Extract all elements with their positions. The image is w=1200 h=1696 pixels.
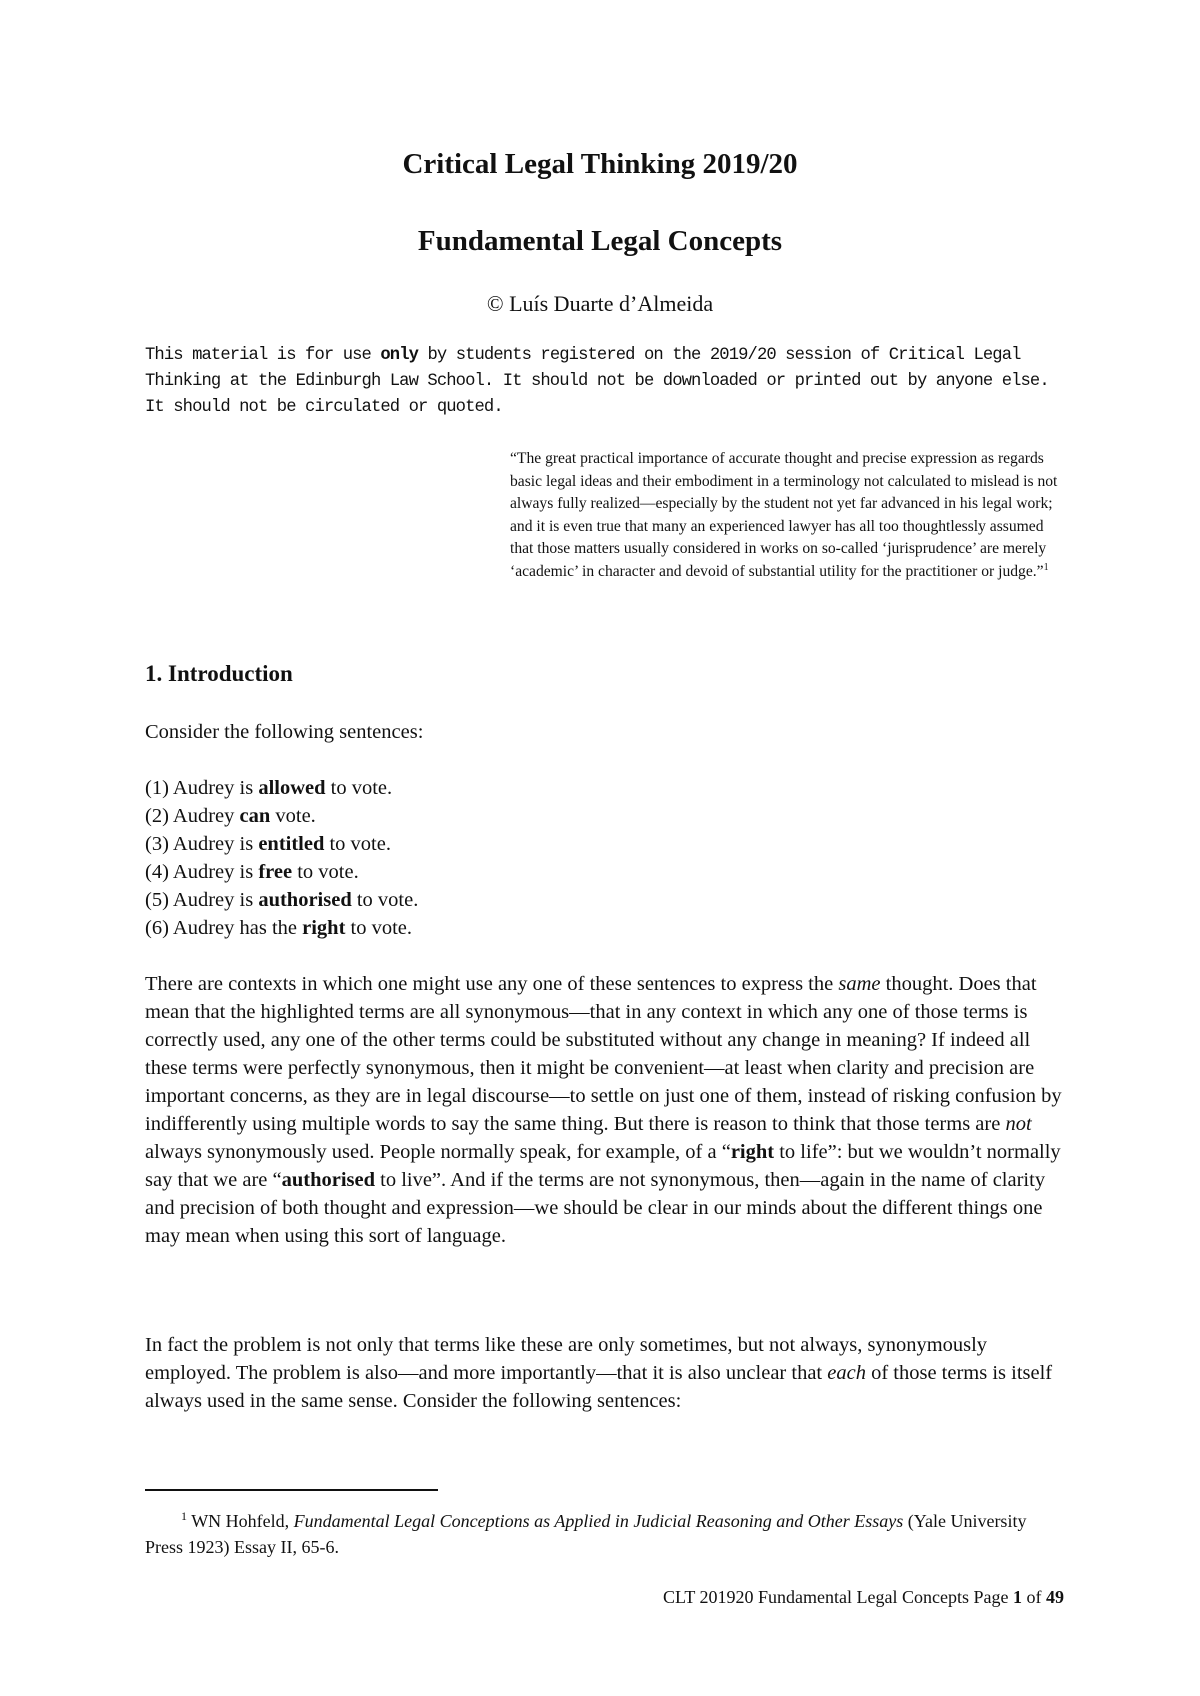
list-item: (5) Audrey is authorised to vote. xyxy=(145,889,419,911)
footnote: $^1$ WN Hohfeld, Fundamental Legal Conceptions as Applied in Judicial Reasoning and Other Essays (Yale University Press 1923) Essay II, 65-6. xyxy=(145,1509,1027,1557)
document-subtitle: Fundamental Legal Concepts xyxy=(417,225,783,257)
highlighted-term: free xyxy=(258,861,293,883)
epigraph-quote xyxy=(510,448,1070,583)
notice-text-before: This material is for use xyxy=(145,346,381,365)
body-paragraph-1: There are contexts in which one might use any one of these sentences to express the same thought. Does that mean that the highlighted terms are all synonymous—that in any context in which any one of those terms is correctly used, any one of the other terms could be substituted without any change in meaning? If indeed all these terms were perfectly synonymous, then it might be convenient—at least when clarity and precision are important concerns, as they are in legal discourse—to settle on just one of them, instead of risking confusion by indifferently using multiple words to say the same thing. But there is reason to think that those terms are not always synonymously used. People normally speak, for example, of a “right to life”: but we wouldn’t normally say that we are “authorised to live”. And if the terms are not synonymous, then—again in the name of clarity and precision of both thought and expression—we should be clear in our minds about the different things one may mean when using this sort of language. xyxy=(145,973,1062,1247)
highlighted-term: authorised xyxy=(258,889,352,911)
notice-text-after: by students registered on the 2019/20 session of Critical Legal Thinking at the Edinburgh Law School. It should not be downloaded or printed out by anyone else. It should not be circulated or quoted. xyxy=(145,346,1049,417)
intro-sentence: Consider the following sentences: xyxy=(145,721,424,743)
page-footer: CLT 201920 Fundamental Legal Concepts Page 1 of 49 xyxy=(663,1587,1064,1607)
list-item: (4) Audrey is free to vote. xyxy=(145,861,359,883)
term-right: right xyxy=(730,1141,775,1163)
emphasis-same: same xyxy=(838,973,881,995)
term-authorised: authorised xyxy=(281,1169,375,1191)
highlighted-term: can xyxy=(239,805,271,827)
list-item: (6) Audrey has the right to vote. xyxy=(145,917,413,939)
usage-notice xyxy=(145,343,1075,421)
footnote-reference: 1 xyxy=(1043,561,1049,573)
page-number: 1 xyxy=(1013,1587,1022,1607)
emphasis-not: not xyxy=(1005,1113,1032,1135)
footnote-number: 1 xyxy=(181,1509,187,1523)
body-paragraph-2: In fact the problem is not only that terms like these are only sometimes, but not always, synonymously employed. The problem is also—and more importantly—that it is also unclear that each of those terms is itself always used in the same sense. Consider the following sentences: xyxy=(145,1334,1053,1412)
highlighted-term: right xyxy=(302,917,346,939)
section-heading: 1. Introduction xyxy=(145,661,293,686)
notice-emphasis: only xyxy=(380,346,419,365)
list-item: (1) Audrey is allowed to vote. xyxy=(145,777,393,799)
list-item: (2) Audrey can vote. xyxy=(145,805,316,827)
highlighted-term: allowed xyxy=(258,777,326,799)
highlighted-term: entitled xyxy=(258,833,325,855)
example-sentence-list xyxy=(145,774,418,942)
epigraph-text: “The great practical importance of accurate thought and precise expression as regards basic legal ideas and their embodiment in a terminology not calculated to mislead is not always fully realized—especially by the student not yet far advanced in his legal work; and it is even true that many an experienced lawyer has all too thoughtlessly assumed that those matters usually considered in works on so-called ‘jurisprudence’ are merely ‘academic’ in character and devoid of substantial utility for the practitioner or judge.” xyxy=(510,450,1058,580)
page-total: 49 xyxy=(1046,1587,1064,1607)
emphasis-each: each xyxy=(827,1362,866,1384)
cited-work-title: Fundamental Legal Conceptions as Applied in Judicial Reasoning and Other Essays xyxy=(293,1511,904,1531)
footnote-separator xyxy=(145,1489,438,1491)
list-item: (3) Audrey is entitled to vote. xyxy=(145,833,391,855)
document-title: Critical Legal Thinking 2019/20 xyxy=(402,148,798,180)
author-line: © Luís Duarte d’Almeida xyxy=(486,291,714,316)
